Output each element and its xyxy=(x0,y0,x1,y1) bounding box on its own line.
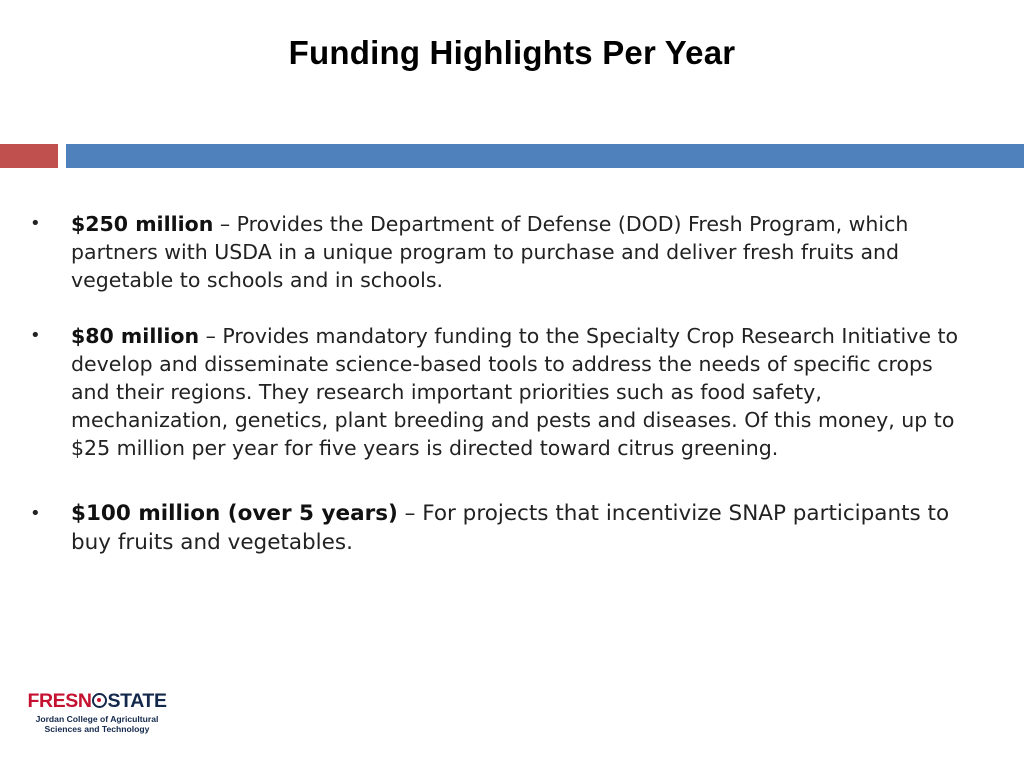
logo-college-line-2: Sciences and Technology xyxy=(44,724,150,734)
funding-bullet-list xyxy=(30,210,970,557)
bullet-item-specialty-crop-research xyxy=(30,322,970,462)
accent-bar-red xyxy=(0,144,58,168)
bullet-item-dod-fresh-program xyxy=(30,210,970,294)
seal-icon xyxy=(92,693,107,708)
bullet-dot-icon: • xyxy=(30,213,41,234)
accent-bar-blue xyxy=(66,144,1024,168)
logo-college-line-1: Jordan College of Agricultural xyxy=(35,714,159,724)
bullet-dot-icon: • xyxy=(30,325,41,346)
logo-wordmark xyxy=(27,690,167,712)
bullet-amount: $100 million (over 5 years) xyxy=(71,501,398,526)
bullet-amount: $80 million xyxy=(71,324,200,348)
bullet-dot-icon: • xyxy=(30,503,41,524)
bullet-text: – Provides mandatory funding to the Specialty Crop Research Initiative to develop and disseminate science-based tools to address the needs of specific crops and their regions. They research important priorities such as food safety, mechanization, genetics, plant breeding and pests and diseases. Of this money, up to $25 million per year for five years is directed toward citrus greening. xyxy=(71,324,959,460)
bullet-amount: $250 million xyxy=(71,212,214,236)
logo-fresno-text: FRESN xyxy=(27,690,92,712)
bullet-text: – For projects that incentivize SNAP participants to buy fruits and vegetables. xyxy=(71,501,950,555)
bullet-item-snap-incentives xyxy=(30,499,970,557)
logo-state-text: STATE xyxy=(107,690,167,712)
slide-title: Funding Highlights Per Year xyxy=(288,34,736,71)
bullet-text: – Provides the Department of Defense (DOD) Fresh Program, which partners with USDA in a unique program to purchase and deliver fresh fruits and vegetable to schools and in schools. xyxy=(71,212,909,292)
fresno-state-logo xyxy=(27,690,167,734)
